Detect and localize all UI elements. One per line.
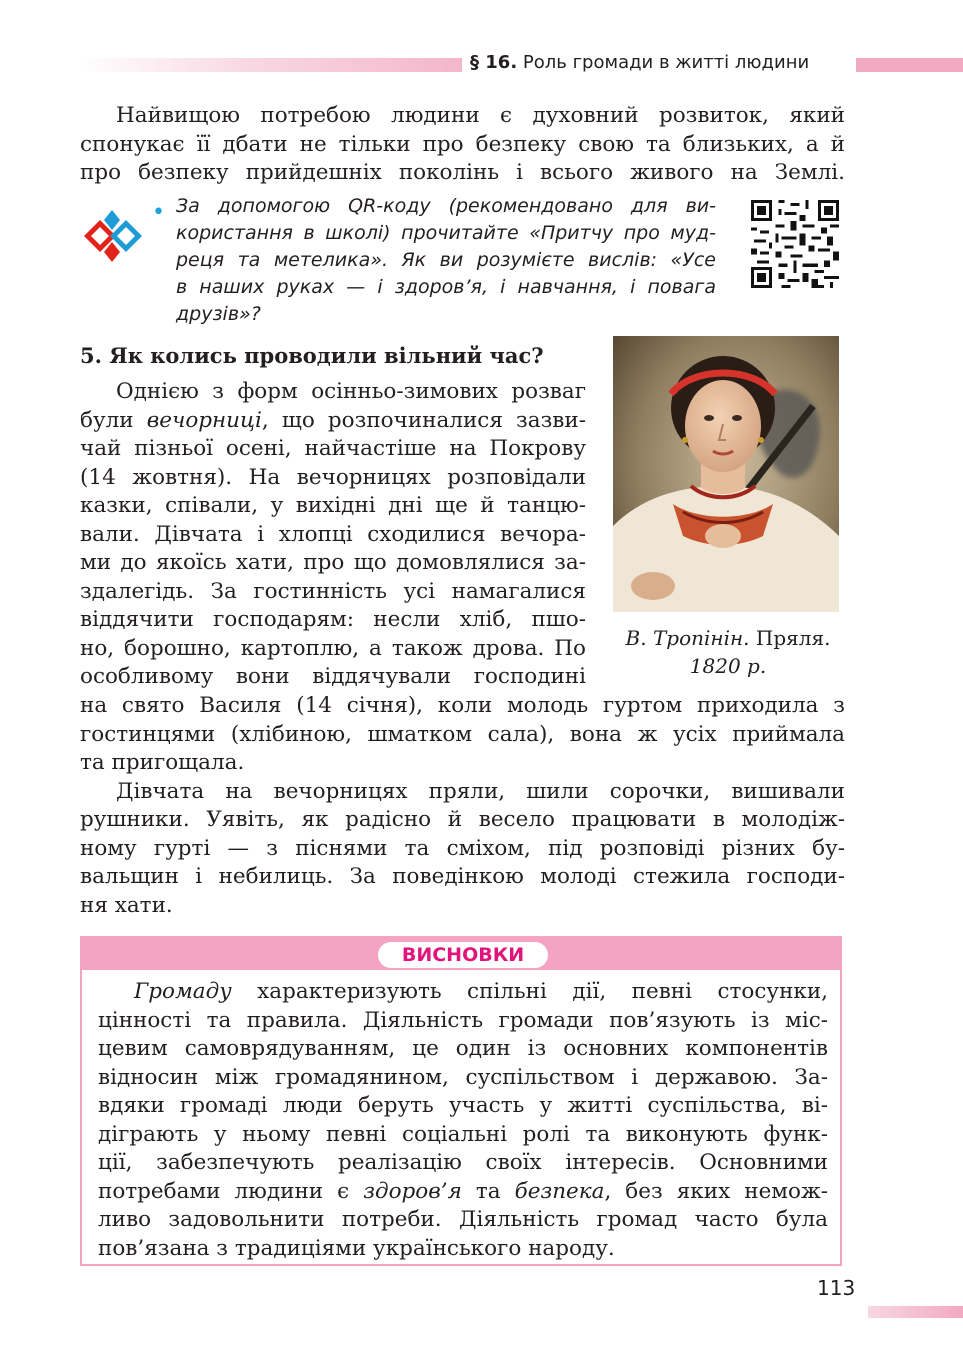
term-vechornytsi: вечорниці	[146, 407, 262, 433]
intro-line: про безпеку прийдешніх поколінь і всього живого на Землі.	[80, 160, 845, 185]
paragraph-line: ми до якоїсь хати, про що домовлялися за-	[80, 550, 586, 575]
conclusions-line: потребами людини є здоров’я та безпека, без яких немож-	[98, 1178, 828, 1204]
task-line: користання в школі) прочитайте «Притчу про муд-	[176, 222, 716, 244]
paragraph-line: ня хати.	[80, 892, 173, 918]
paragraph-line: но, борошно, картоплю, а також дрова. По	[80, 635, 586, 661]
paragraph-line: Однією з форм осінньо-зимових розваг	[116, 379, 586, 404]
qr-code-icon[interactable]	[751, 200, 839, 288]
paragraph-line: на свято Василя (14 січня), коли молодь гуртом приходила з	[80, 693, 845, 718]
section-paragraph-1	[80, 378, 586, 692]
task-diamond-icon	[80, 206, 148, 262]
paragraph-line: гостинцями (хлібиною, шматком сала), вона ж усіх приймала	[80, 721, 845, 747]
caption-author: В. Тропінін.	[625, 626, 750, 650]
page-number: 113	[817, 1276, 856, 1300]
running-header	[470, 52, 809, 73]
conclusions-line: ливо задовольнити потреби. Діяльність громад часто була	[98, 1207, 828, 1232]
header-decor-bar-left	[78, 58, 462, 72]
header-decor-bar-right	[856, 58, 963, 72]
task-line: в наших руках — і здоров’я, і навчання, і повага	[176, 276, 716, 298]
section-heading: 5. Як колись проводили вільний час?	[80, 343, 544, 368]
paragraph-line: (14 жовтня). На вечорницях розповідали	[80, 464, 586, 490]
task-line: друзів»?	[176, 303, 261, 325]
paragraph-line: казки, співали, у вихідні дні ще й танцю-	[80, 493, 586, 518]
paragraph-line: віддячити господарям: несли хліб, пшо-	[80, 607, 586, 632]
paragraph-line: вали. Дівчата і хлопці сходилися вечора-	[80, 521, 586, 547]
paragraph-line: та пригощала.	[80, 750, 245, 775]
conclusions-line: відносин між громадянином, суспільством і державою. За-	[98, 1064, 828, 1090]
conclusions-line: Громаду характеризують спільні дії, певні стосунки,	[134, 979, 828, 1004]
conclusions-line: діграють у ньому певні соціальні ролі та виконують функ-	[98, 1121, 828, 1147]
paragraph-line: особливому вони віддячували господині	[80, 664, 586, 689]
conclusions-line: цінності та правила. Діяльність громади пов’язують із міс-	[98, 1007, 828, 1033]
paragraph-line: здалегідь. За гостинність усі намагалися	[80, 578, 586, 604]
figure-caption	[600, 624, 856, 680]
task-line: реця та метелика». Як ви розумієте вислів: «Усе	[176, 249, 716, 271]
task-line: За допомогою QR-коду (рекомендовано для ви-	[176, 195, 716, 217]
section-title: Роль громади в житті людини	[522, 52, 810, 73]
section-paragraph-1-continued	[80, 692, 845, 920]
paragraph-line: чай пізньої осені, найчастіше на Покрову	[80, 436, 586, 461]
conclusions-line: ції, забезпечують реалізацію своїх інтересів. Основними	[98, 1150, 828, 1175]
conclusions-label: ВИСНОВКИ	[378, 942, 548, 968]
paragraph-line: Дівчата на вечорницях пряли, шили сорочки, вишивали	[116, 778, 845, 804]
task-bullet: •	[152, 200, 165, 225]
term-hromada: Громаду	[134, 979, 232, 1004]
conclusions-text	[98, 978, 828, 1263]
intro-paragraph	[80, 102, 845, 188]
caption-title: Пряля.	[749, 626, 831, 650]
intro-line: Найвищою потребою людини є духовний розвиток, який	[116, 103, 845, 128]
task-text	[176, 193, 716, 328]
conclusions-line: вдяки громаді люди беруть участь у житті суспільства, ві-	[98, 1093, 828, 1118]
intro-line: спонукає її дбати не тільки про безпеку свою та близьких, а й	[80, 131, 845, 157]
paragraph-line: ному гурті — з піснями та сміхом, під розповіді різних бу-	[80, 835, 845, 861]
paragraph-line: рушники. Уявіть, як радісно й весело працювати в молодіж-	[80, 807, 845, 832]
term-health: здоров’я	[363, 1178, 462, 1204]
conclusions-box	[80, 936, 842, 1266]
paragraph-line: були вечорниці, що розпочиналися зазви-	[80, 407, 586, 433]
caption-year: 1820 р.	[689, 654, 767, 678]
section-mark: § 16.	[470, 52, 518, 73]
footer-decor-bar	[868, 1306, 963, 1318]
conclusions-line: пов’язана з традиціями українського народу.	[98, 1235, 615, 1261]
paragraph-line: вальщин і небилиць. За поведінкою молоді стежила господи-	[80, 864, 845, 889]
conclusions-line: цевим самоврядуванням, це один із основних компонентів	[98, 1036, 828, 1061]
term-safety: безпека	[514, 1178, 605, 1204]
portrait-painting	[613, 336, 839, 612]
